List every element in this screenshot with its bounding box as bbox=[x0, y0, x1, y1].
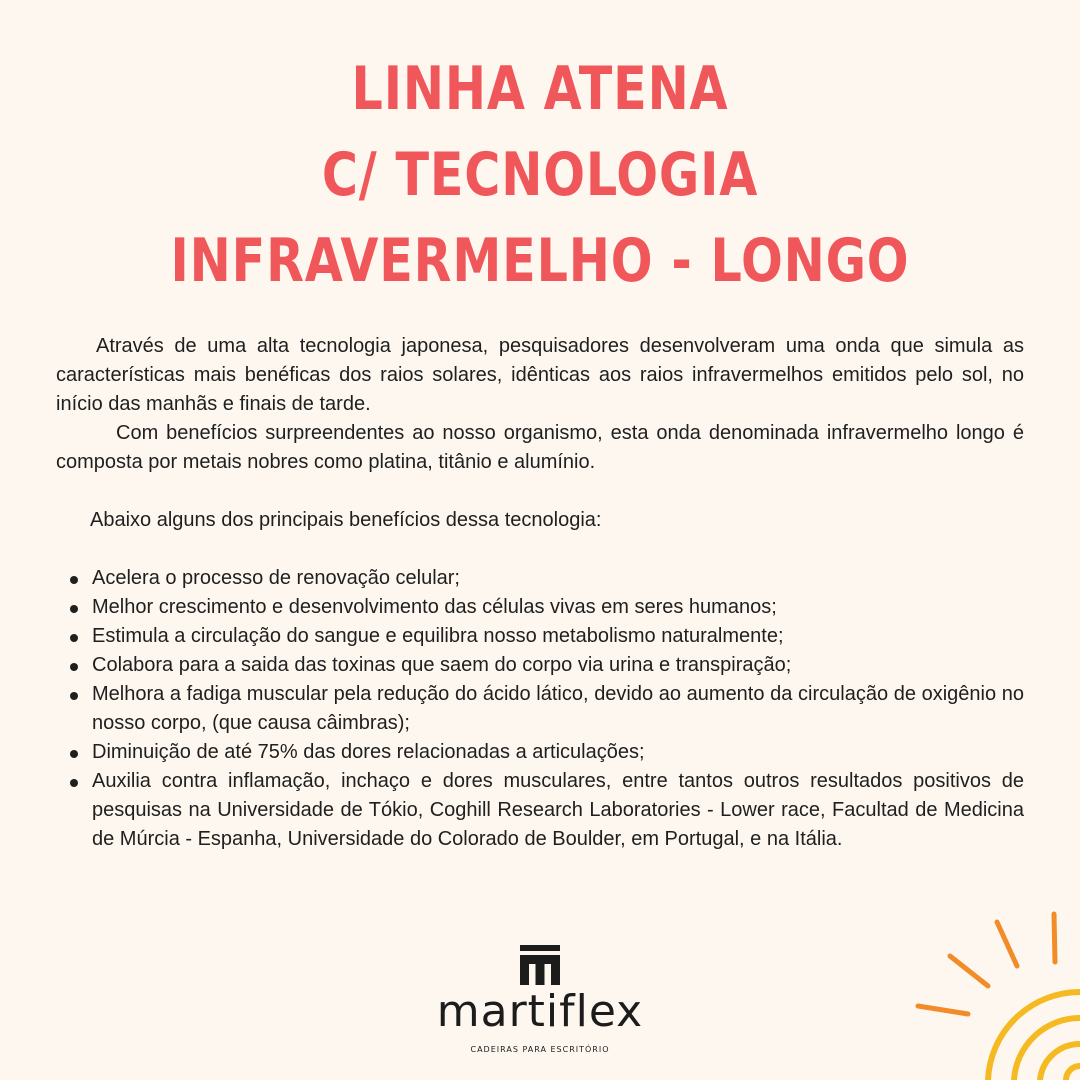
paragraph-2: Com benefícios surpreendentes ao nosso organismo, esta onda denominada infravermelho longo é composta por metais nobres como platina, titânio e alumínio. bbox=[56, 422, 1024, 473]
benefit-item: Melhora a fadiga muscular pela redução do ácido lático, devido ao aumento da circulação de oxigênio no nosso corpo, (que causa câimbras); bbox=[92, 680, 1024, 738]
benefit-item: Diminuição de até 75% das dores relacionadas a articulações; bbox=[92, 738, 1024, 767]
benefit-item: Estimula a circulação do sangue e equilibra nosso metabolismo naturalmente; bbox=[92, 622, 1024, 651]
martiflex-logo-icon bbox=[520, 945, 560, 985]
sun-icon bbox=[900, 900, 1080, 1080]
page-title bbox=[97, 46, 983, 304]
benefit-item: Colabora para a saida das toxinas que saem do corpo via urina e transpiração; bbox=[92, 651, 1024, 680]
brand-logo bbox=[380, 945, 700, 1054]
paragraph-1: Através de uma alta tecnologia japonesa, pesquisadores desenvolveram uma onda que simula as características mais benéficas dos raios solares, idênticas aos raios infravermelhos emitidos pelo sol, no início das manhãs e finais de tarde. bbox=[56, 335, 1024, 415]
benefit-item: Acelera o processo de renovação celular; bbox=[92, 564, 1024, 593]
title-line-2: C/ TECNOLOGIA bbox=[321, 140, 759, 210]
benefit-item: Melhor crescimento e desenvolvimento das células vivas em seres humanos; bbox=[92, 593, 1024, 622]
benefits-list bbox=[56, 564, 1024, 854]
benefits-intro: Abaixo alguns dos principais benefícios dessa tecnologia: bbox=[90, 509, 602, 531]
brand-name: martiflex bbox=[436, 986, 644, 1037]
brand-tagline: CADEIRAS PARA ESCRITÓRIO bbox=[470, 1045, 610, 1054]
body-content bbox=[56, 332, 1024, 854]
benefit-item: Auxilia contra inflamação, inchaço e dores musculares, entre tantos outros resultados positivos de pesquisas na Universidade de Tókio, Coghill Research Laboratories - Lower race, Facultad de Medicina de Múrcia - Espanha, Universidade do Colorado de Boulder, em Portugal, e na Itália. bbox=[92, 767, 1024, 854]
title-line-1: LINHA ATENA bbox=[351, 54, 729, 124]
title-line-3: INFRAVERMELHO - LONGO bbox=[170, 226, 910, 296]
